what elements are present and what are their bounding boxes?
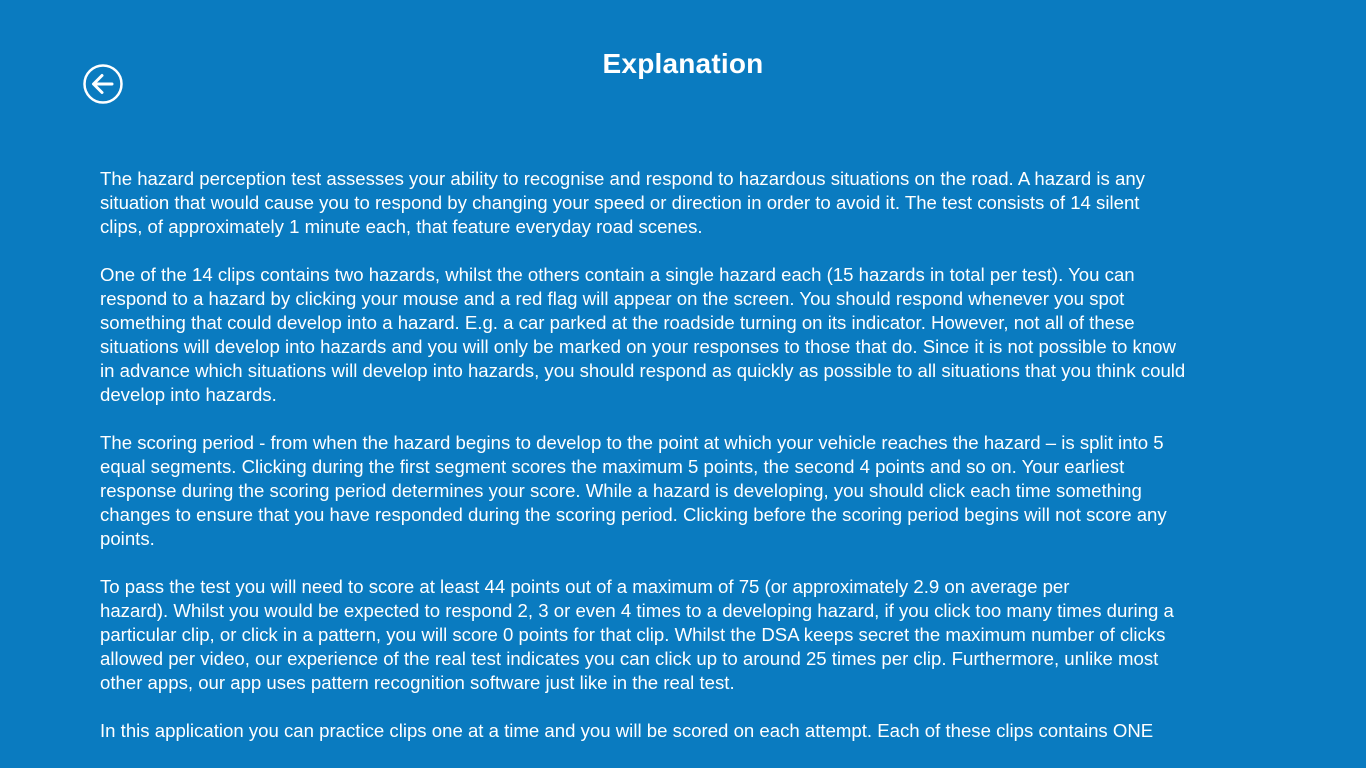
paragraph-responding: One of the 14 clips contains two hazards, whilst the others contain a single hazard each (15 hazards in total per test). You can respond to a hazard by clicking your mouse and a red flag will appear on the screen. You should respond whenever you spot something that could develop into a hazard. E.g. a car parked at the roadside turning on its indicator. However, not all of these situations will develop into hazards and you will only be marked on your responses to those that do. Since it is not possible to know in advance which situations will develop into hazards, you should respond as quickly as possible to all situations that you think could develop into hazards. [100,264,1186,405]
explanation-content[interactable] [100,167,1275,741]
paragraph-pass-mark: To pass the test you will need to score at least 44 points out of a maximum of 75 (or approximately 2.9 on average per hazard). Whilst you would be expected to respond 2, 3 or even 4 times to a developing hazard, if you click too many times during a particular clip, or click in a pattern, you will score 0 points for that clip. Whilst the DSA keeps secret the maximum number of clicks allowed per video, our experience of the real test indicates you can click up to around 25 times per clip. Furthermore, unlike most other apps, our app uses pattern recognition software just like in the real test. [100,576,1174,693]
paragraph-intro: The hazard perception test assesses your ability to recognise and respond to hazardous situations on the road. A hazard is any situation that would cause you to respond by changing your speed or direction in order to avoid it. The test consists of 14 silent clips, of approximately 1 minute each, that feature everyday road scenes. [100,168,1145,237]
paragraph-practice: In this application you can practice clips one at a time and you will be scored on each attempt. Each of these clips contains ONE [100,720,1154,741]
page-title: Explanation [602,48,764,79]
paragraph-scoring-period: The scoring period - from when the hazard begins to develop to the point at which your vehicle reaches the hazard – is split into 5 equal segments. Clicking during the first segment scores the maximum 5 points, the second 4 points and so on. Your earliest response during the scoring period determines your score. While a hazard is developing, you should click each time something changes to ensure that you have responded during the scoring period. Clicking before the scoring period begins will not score any points. [100,432,1167,549]
